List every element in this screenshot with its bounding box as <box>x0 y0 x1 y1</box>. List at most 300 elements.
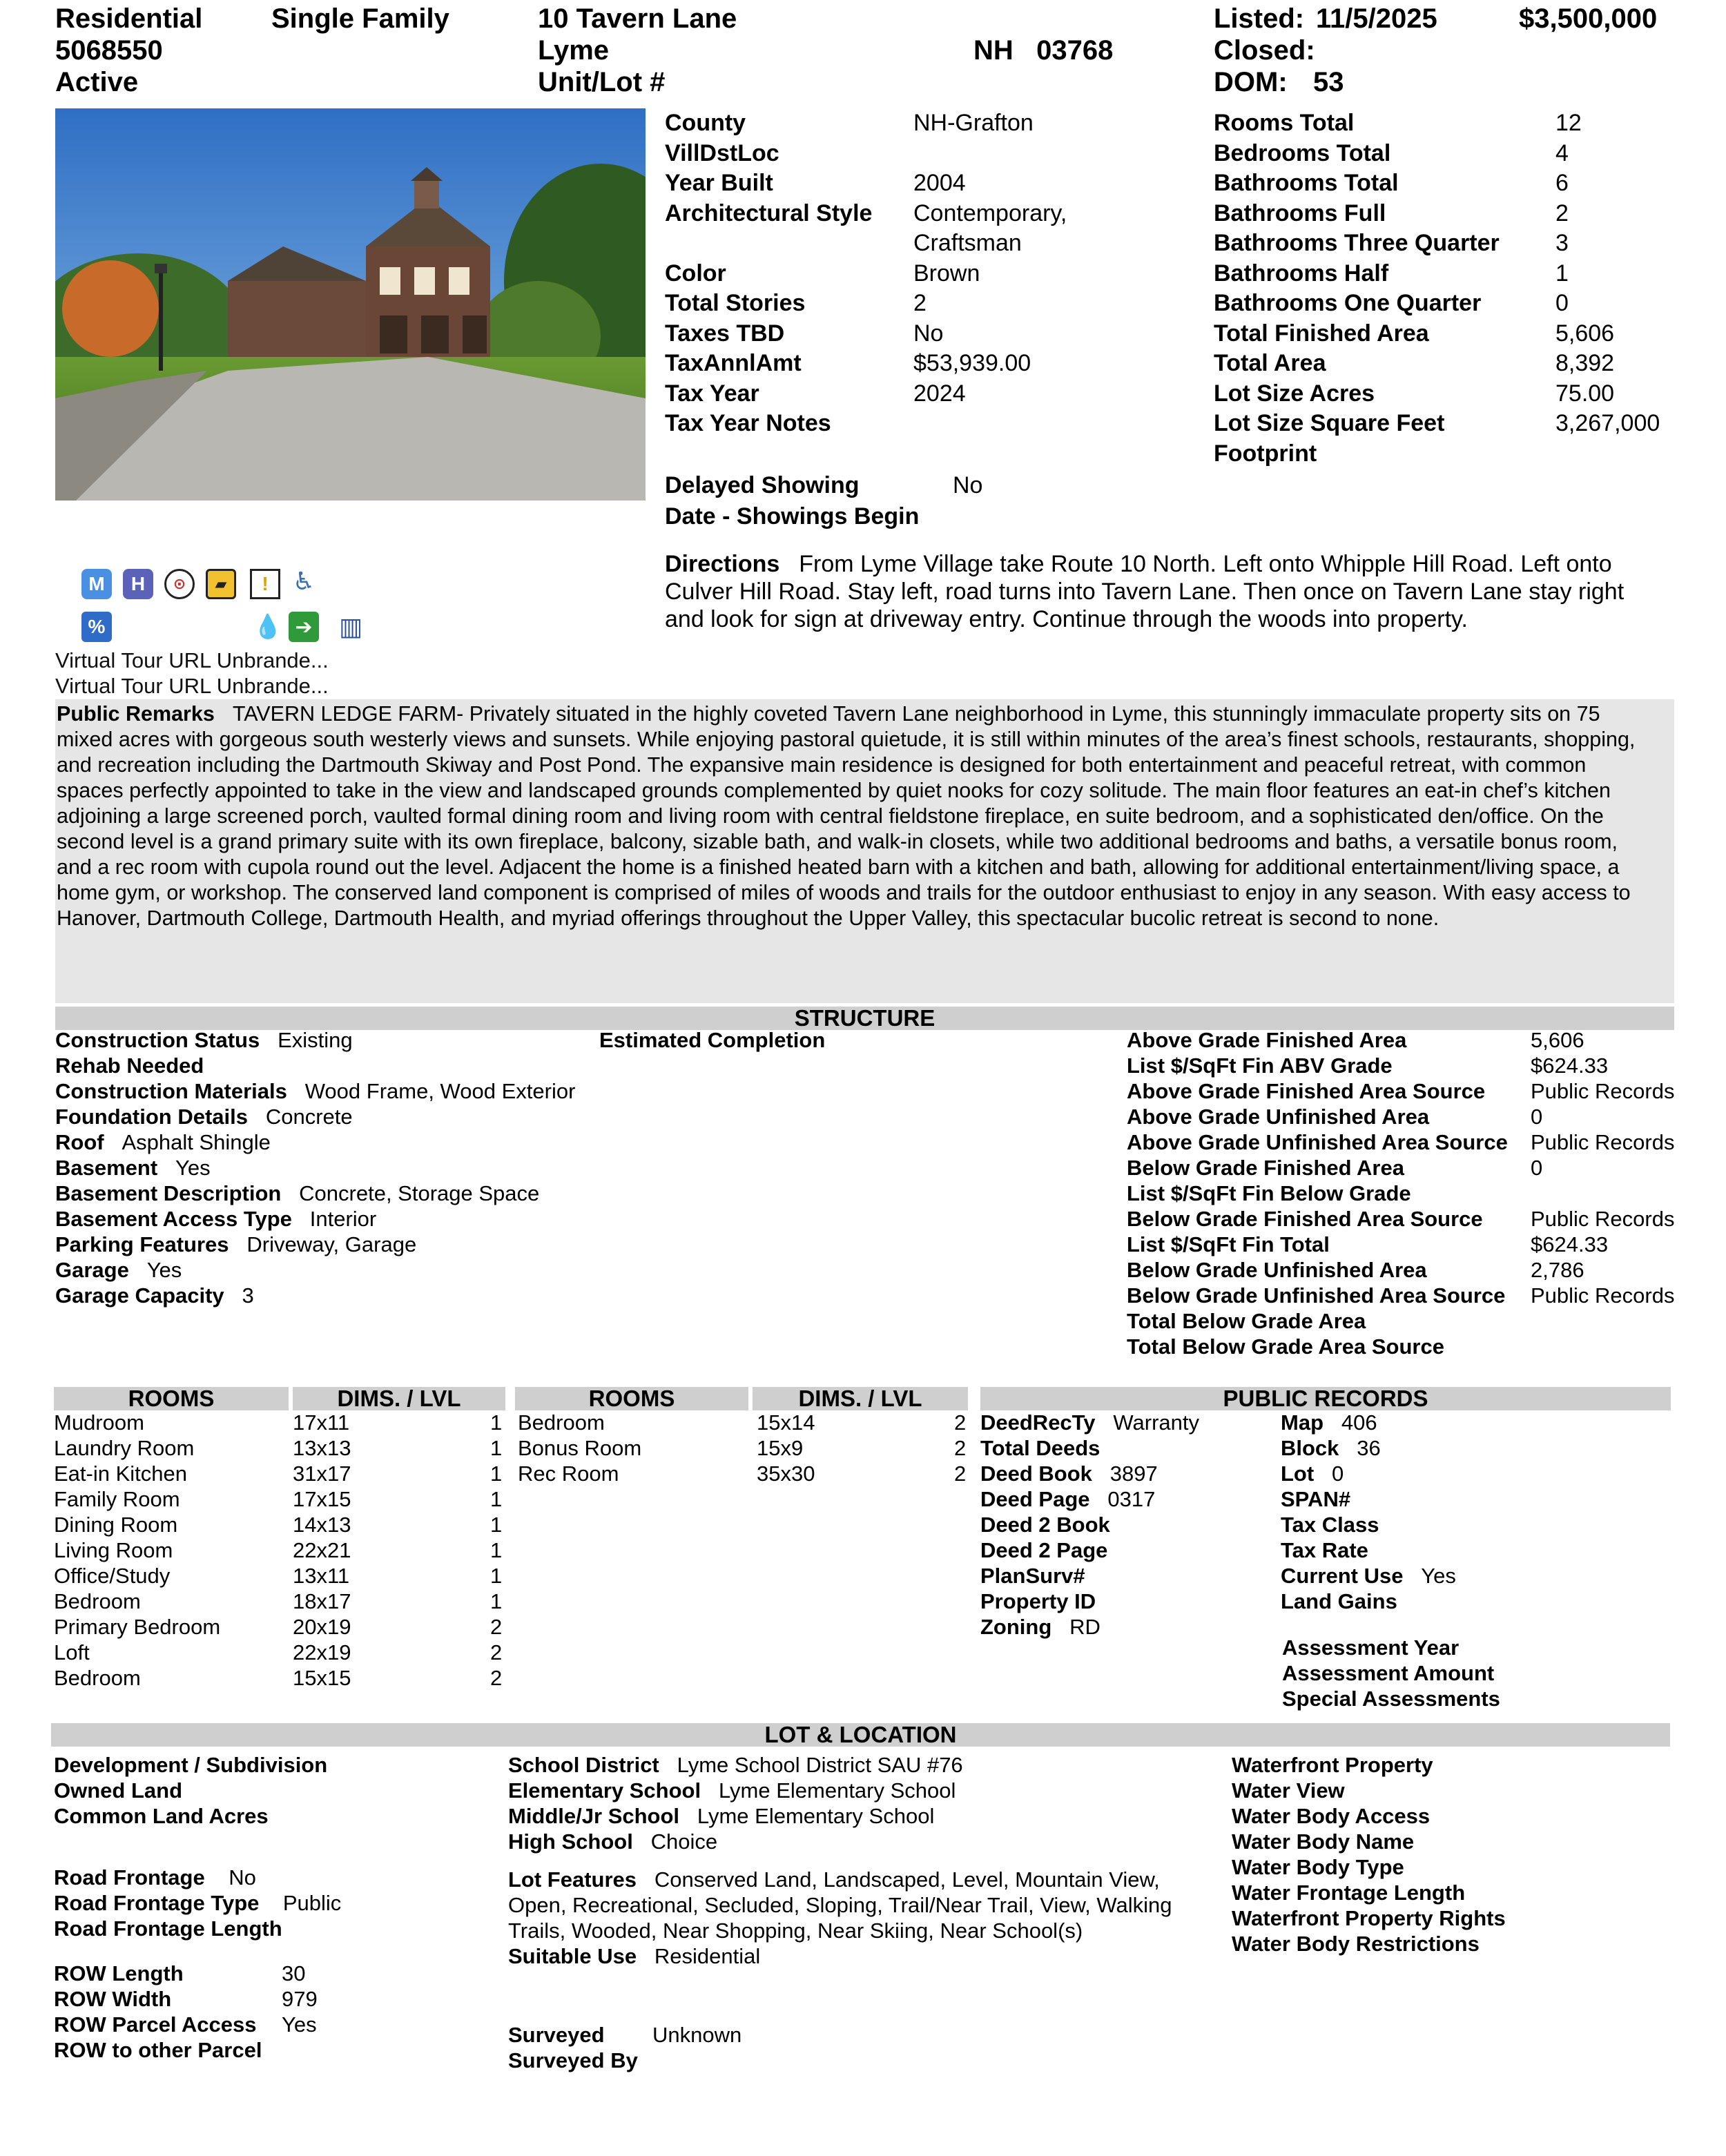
room-level: 1 <box>490 1538 503 1562</box>
room-name: Living Room <box>54 1538 173 1562</box>
detail-value: Contemporary, <box>913 200 1067 226</box>
structure-label: List $/SqFt Fin ABV Grade <box>1127 1053 1393 1078</box>
detail-label: Bathrooms Total <box>1214 170 1399 196</box>
detail-row <box>1214 409 1697 439</box>
detail-row <box>665 349 1190 379</box>
public-records-assessment <box>1282 1635 1500 1711</box>
property-photo-illustration <box>55 108 646 501</box>
detail-label: Bathrooms Full <box>1214 200 1386 226</box>
detail-label: Architectural Style <box>665 200 873 226</box>
room-name: Rec Room <box>518 1461 619 1486</box>
rooms-header-right: ROOMS <box>515 1387 748 1410</box>
room-row <box>54 1486 510 1512</box>
structure-value: 0 <box>1531 1105 1543 1129</box>
unit-lot: Unit/Lot # <box>538 67 666 97</box>
showings-begin-label: Date - Showings Begin <box>665 503 920 530</box>
structure-value: Public Records <box>1531 1207 1675 1231</box>
mls-m-icon[interactable]: M <box>81 569 112 599</box>
room-row <box>54 1665 510 1691</box>
lot-value: Choice <box>650 1829 718 1854</box>
detail-value: NH-Grafton <box>913 110 1034 136</box>
detail-row <box>1214 139 1697 169</box>
detail-value: 0 <box>1555 290 1569 316</box>
remarks-line: and a rec room with cupola round out the level. Adjacent the home is a finished heated barn with a kitchen and bath, allowing for additional entertainment/living space, a <box>57 855 1620 879</box>
room-dims: 15x14 <box>757 1410 815 1435</box>
detail-value: Brown <box>913 260 980 287</box>
lot-schools <box>508 1752 963 1854</box>
remarks-line: TAVERN LEDGE FARM- Privately situated in the highly coveted Tavern Lane neighborhood in Lyme, this stunningly immaculate property sits on 75 <box>232 702 1600 726</box>
structure-label: Above Grade Finished Area <box>1127 1028 1407 1052</box>
record-label: Deed 2 Book <box>980 1513 1110 1537</box>
remarks-line: mixed acres with gorgeous south westerly views and sunsets. While enjoying pastoral quietude, it is still within minutes of the area’s finest schools, restaurants, shopping, <box>57 728 1636 751</box>
record-label: Deed Page <box>980 1487 1090 1511</box>
record-value: 36 <box>1357 1436 1381 1460</box>
enter-arrow-icon[interactable]: ➔ <box>289 612 319 642</box>
lot-label: Road Frontage Length <box>54 1916 282 1941</box>
lot-features-line: Trails, Wooded, Near Shopping, Near Skiing, Near School(s) <box>508 1919 1083 1943</box>
detail-label: County <box>665 110 746 136</box>
room-level: 1 <box>490 1436 503 1460</box>
lot-left-group-1 <box>54 1752 345 1829</box>
room-row <box>54 1563 510 1589</box>
structure-value: $624.33 <box>1531 1232 1609 1256</box>
lot-label: ROW Length <box>54 1961 184 1985</box>
rooms-table-right <box>518 1410 973 1486</box>
room-name: Bonus Room <box>518 1436 642 1460</box>
lot-label: Road Frontage <box>54 1865 205 1890</box>
room-dims: 17x15 <box>293 1487 351 1511</box>
lot-label: Development / Subdivision <box>54 1753 328 1777</box>
record-label: Tax Class <box>1281 1513 1379 1537</box>
room-row <box>54 1461 510 1486</box>
detail-label: Bathrooms Three Quarter <box>1214 230 1500 256</box>
delayed-showing-value: No <box>953 472 983 498</box>
warning-icon[interactable]: ! <box>250 569 280 599</box>
detail-value: 4 <box>1555 139 1569 166</box>
record-label: Current Use <box>1281 1564 1404 1588</box>
record-label: SPAN# <box>1281 1487 1351 1511</box>
lot-surveyed <box>508 2022 853 2073</box>
assessment-amount-label: Assessment Amount <box>1282 1661 1495 1685</box>
remarks-line: second level is a grand primary suite with its own fireplace, balcony, sizable bath, and walk-in closets, while two additional bedrooms and baths, a versatile bonus room, <box>57 830 1618 853</box>
lot-left-group-2 <box>54 1865 341 1941</box>
structure-left <box>55 1027 575 1308</box>
suitable-use-label: Suitable Use <box>508 1944 637 1968</box>
room-row <box>518 1410 973 1435</box>
structure-section-header: STRUCTURE <box>55 1007 1674 1030</box>
accessibility-icon[interactable]: ♿ <box>292 567 316 595</box>
sign-icon[interactable]: ▰ <box>206 569 236 599</box>
lot-label: Middle/Jr School <box>508 1804 680 1828</box>
detail-row <box>1214 349 1697 379</box>
record-label: PlanSurv# <box>980 1564 1085 1588</box>
record-label: Map <box>1281 1410 1323 1435</box>
directions-label: Directions <box>665 551 780 577</box>
detail-row <box>665 319 1190 349</box>
room-row <box>54 1614 510 1640</box>
lot-waterfront <box>1232 1752 1506 1956</box>
waterfront-label: Water Frontage Length <box>1232 1881 1466 1905</box>
structure-label: Garage <box>55 1258 129 1282</box>
detail-row <box>1214 199 1697 229</box>
room-row <box>54 1512 510 1537</box>
remarks-line: Hanover, Dartmouth College, Dartmouth Health, and myriad offerings throughout the Upper Valley, this spectacular bucolic retreat is second to none. <box>57 906 1439 930</box>
property-address: 10 Tavern Lane <box>538 3 737 34</box>
detail-label: Total Stories <box>665 290 806 316</box>
structure-label: Basement Access Type <box>55 1207 292 1231</box>
room-name: Primary Bedroom <box>54 1615 221 1639</box>
room-dims: 14x13 <box>293 1513 351 1537</box>
detail-row <box>665 409 1190 439</box>
structure-label: Above Grade Unfinished Area <box>1127 1105 1430 1129</box>
waterfront-label: Waterfront Property Rights <box>1232 1906 1506 1930</box>
room-name: Eat-in Kitchen <box>54 1461 187 1486</box>
structure-label: Basement <box>55 1156 158 1180</box>
room-level: 1 <box>490 1513 503 1537</box>
structure-right <box>1127 1027 1679 1359</box>
remarks-line: adjoining a large screened porch, vaulted formal dining room and living room with central fieldstone fireplace, en suite bedroom, and a sophisticated den/office. On the <box>57 804 1604 828</box>
public-remarks-label: Public Remarks <box>57 702 215 726</box>
record-value: 0317 <box>1107 1487 1156 1511</box>
room-name: Mudroom <box>54 1410 144 1435</box>
structure-label: Below Grade Unfinished Area <box>1127 1258 1427 1282</box>
detail-row <box>665 168 1190 199</box>
structure-value: $624.33 <box>1531 1053 1609 1078</box>
directions <box>665 550 1673 633</box>
detail-label: Rooms Total <box>1214 110 1355 136</box>
structure-value: Public Records <box>1531 1283 1675 1308</box>
lot-value: Lyme Elementary School <box>718 1778 956 1803</box>
record-label: Deed 2 Page <box>980 1538 1108 1562</box>
lot-features-line: Conserved Land, Landscaped, Level, Mountain View, <box>654 1867 1160 1892</box>
detail-row <box>1214 319 1697 349</box>
room-level: 1 <box>490 1487 503 1511</box>
surveyed-by-label: Surveyed By <box>508 2048 638 2072</box>
estimated-completion-label: Estimated Completion <box>599 1028 826 1052</box>
lot-value: Lyme School District SAU #76 <box>677 1753 963 1777</box>
room-level: 2 <box>954 1461 967 1486</box>
room-name: Bedroom <box>54 1666 141 1690</box>
surveyed-label: Surveyed <box>508 2023 605 2047</box>
room-level: 2 <box>490 1615 503 1639</box>
structure-value: Interior <box>309 1207 377 1231</box>
lot-label: ROW to other Parcel <box>54 2038 262 2062</box>
detail-row <box>1214 289 1697 319</box>
detail-row <box>1214 379 1697 409</box>
record-label: DeedRecTy <box>980 1410 1096 1435</box>
structure-value: Public Records <box>1531 1079 1675 1103</box>
record-label: Deed Book <box>980 1461 1092 1486</box>
lot-label: Elementary School <box>508 1778 701 1803</box>
room-name: Office/Study <box>54 1564 171 1588</box>
room-dims: 31x17 <box>293 1461 351 1486</box>
lot-value: 979 <box>282 1987 318 2011</box>
waterfront-label: Water Body Access <box>1232 1804 1431 1828</box>
detail-value: 5,606 <box>1555 320 1615 347</box>
detail-label: Tax Year <box>665 380 759 407</box>
detail-value: 3 <box>1555 230 1569 256</box>
color-wheel-icon[interactable]: ⊙ <box>164 569 195 599</box>
directions-line: and look for sign at driveway entry. Continue through the woods into property. <box>665 606 1468 632</box>
structure-label: List $/SqFt Fin Total <box>1127 1232 1330 1256</box>
detail-row <box>665 259 1190 289</box>
suitable-use-value: Residential <box>654 1944 761 1968</box>
directions-line: Culver Hill Road. Stay left, road turns into Tavern Lane. Then once on Tavern Lane stay right <box>665 579 1625 605</box>
assessment-year-label: Assessment Year <box>1282 1635 1460 1660</box>
lot-label: School District <box>508 1753 659 1777</box>
lot-features <box>508 1867 1172 1969</box>
room-dims: 15x15 <box>293 1666 351 1690</box>
lot-label: Road Frontage Type <box>54 1891 260 1915</box>
detail-value: 8,392 <box>1555 350 1615 376</box>
record-label: Land Gains <box>1281 1589 1397 1613</box>
detail-row <box>665 108 1190 139</box>
room-dims: 35x30 <box>757 1461 815 1486</box>
detail-value: $53,939.00 <box>913 350 1031 376</box>
room-row <box>54 1410 510 1435</box>
detail-value: 2 <box>1555 200 1569 226</box>
water-drop-icon[interactable]: 💧 <box>253 614 283 640</box>
room-name: Loft <box>54 1640 90 1664</box>
property-type: Residential <box>55 3 203 34</box>
structure-label: Basement Description <box>55 1181 282 1205</box>
lot-label: Common Land Acres <box>54 1804 269 1828</box>
room-row <box>54 1640 510 1665</box>
percent-tag-icon[interactable]: % <box>81 612 112 642</box>
listed-label: Listed: <box>1214 3 1305 34</box>
structure-label: Garage Capacity <box>55 1283 224 1308</box>
structure-value: Existing <box>278 1028 353 1052</box>
property-photo[interactable] <box>55 108 646 501</box>
dims-header-left: DIMS. / LVL <box>293 1387 505 1410</box>
detail-value: 12 <box>1555 110 1582 136</box>
room-dims: 22x19 <box>293 1640 351 1664</box>
dom-label: DOM: <box>1214 67 1288 97</box>
lot-label: Owned Land <box>54 1778 182 1803</box>
record-label: Block <box>1281 1436 1339 1460</box>
waterfront-label: Water Body Name <box>1232 1829 1415 1854</box>
room-level: 1 <box>490 1564 503 1588</box>
record-label: Tax Rate <box>1281 1538 1368 1562</box>
structure-label: Roof <box>55 1130 104 1154</box>
record-label: Zoning <box>980 1615 1052 1639</box>
lot-value: No <box>229 1865 256 1890</box>
rooms-table-left <box>54 1410 510 1691</box>
room-dims: 15x9 <box>757 1436 804 1460</box>
lot-value: Public <box>282 1891 342 1915</box>
structure-value: 3 <box>242 1283 254 1308</box>
details-mid <box>665 108 1190 439</box>
lot-features-label: Lot Features <box>508 1867 637 1892</box>
detail-row <box>665 229 1190 259</box>
structure-label: Total Below Grade Area <box>1127 1309 1366 1333</box>
detail-row <box>1214 439 1697 469</box>
lot-label: High School <box>508 1829 633 1854</box>
virtual-tour-link-1[interactable]: Virtual Tour URL Unbrande... <box>55 648 329 672</box>
room-name: Bedroom <box>518 1410 605 1435</box>
room-name: Dining Room <box>54 1513 178 1537</box>
bar-chart-icon[interactable]: ▥ <box>338 612 362 641</box>
room-name: Bedroom <box>54 1589 141 1613</box>
structure-label: List $/SqFt Fin Below Grade <box>1127 1181 1411 1205</box>
detail-label: Footprint <box>1214 440 1317 467</box>
room-row <box>54 1435 510 1461</box>
detail-value: 2004 <box>913 170 966 196</box>
room-level: 1 <box>490 1461 503 1486</box>
dims-header-right: DIMS. / LVL <box>753 1387 968 1410</box>
structure-value: Driveway, Garage <box>246 1232 417 1256</box>
room-dims: 18x17 <box>293 1589 351 1613</box>
room-dims: 20x19 <box>293 1615 351 1639</box>
room-name: Laundry Room <box>54 1436 195 1460</box>
waterfront-label: Water View <box>1232 1778 1345 1803</box>
room-level: 2 <box>490 1640 503 1664</box>
hud-h-icon[interactable]: H <box>123 569 153 599</box>
lot-label: ROW Width <box>54 1987 172 2011</box>
structure-value: 2,786 <box>1531 1258 1584 1282</box>
room-level: 2 <box>490 1666 503 1690</box>
public-records-header: PUBLIC RECORDS <box>980 1387 1671 1410</box>
structure-label: Above Grade Finished Area Source <box>1127 1079 1486 1103</box>
detail-label: Total Area <box>1214 350 1326 376</box>
details-right <box>1214 108 1697 469</box>
structure-label: Total Below Grade Area Source <box>1127 1334 1444 1359</box>
record-label: Total Deeds <box>980 1436 1100 1460</box>
detail-label: Lot Size Square Feet <box>1214 410 1445 436</box>
listed-date: 11/5/2025 <box>1316 3 1437 34</box>
detail-value: 6 <box>1555 170 1569 196</box>
room-name: Family Room <box>54 1487 180 1511</box>
structure-value: Concrete <box>265 1105 353 1129</box>
remarks-line: home gym, or workshop. The conserved land component is comprised of miles of woods and trails for the outdoor enthusiast to enjoy in any season. With easy access to <box>57 881 1631 904</box>
list-price: $3,500,000 <box>1519 3 1658 34</box>
structure-label: Construction Status <box>55 1028 260 1052</box>
waterfront-label: Waterfront Property <box>1232 1753 1433 1777</box>
detail-label: Color <box>665 260 726 287</box>
detail-value: 2024 <box>913 380 966 407</box>
lot-location-header: LOT & LOCATION <box>51 1723 1670 1747</box>
structure-label: Foundation Details <box>55 1105 248 1129</box>
structure-label: Below Grade Unfinished Area Source <box>1127 1283 1506 1308</box>
room-dims: 17x11 <box>293 1410 350 1435</box>
room-row <box>518 1435 973 1461</box>
structure-label: Parking Features <box>55 1232 229 1256</box>
public-records-left <box>980 1410 1199 1640</box>
detail-row <box>665 199 1190 229</box>
property-style: Single Family <box>271 3 449 34</box>
state-zip: NH 03768 <box>973 35 1114 66</box>
remarks-line: and recreation including the Dartmouth Skiway and Post Pond. The expansive main residence is designed for both entertainment and peaceful retreat, with common <box>57 753 1587 777</box>
detail-label: VillDstLoc <box>665 139 779 166</box>
structure-label: Below Grade Finished Area Source <box>1127 1207 1483 1231</box>
structure-value: Asphalt Shingle <box>122 1130 271 1154</box>
lot-left-group-3 <box>54 1961 344 2063</box>
detail-value: 3,267,000 <box>1555 410 1660 436</box>
detail-value: 2 <box>913 290 927 316</box>
structure-label: Rehab Needed <box>55 1053 204 1078</box>
detail-label: Total Finished Area <box>1214 320 1429 347</box>
structure-value: Public Records <box>1531 1130 1675 1154</box>
detail-row <box>665 139 1190 169</box>
record-label: Lot <box>1281 1461 1315 1486</box>
property-town: Lyme <box>538 35 610 66</box>
directions-line: From Lyme Village take Route 10 North. Left onto Whipple Hill Road. Left onto <box>799 551 1612 577</box>
record-value: 406 <box>1341 1410 1377 1435</box>
record-value: 0 <box>1332 1461 1344 1486</box>
public-records-right <box>1281 1410 1456 1614</box>
detail-row <box>665 379 1190 409</box>
room-level: 2 <box>954 1410 967 1435</box>
structure-value: Yes <box>175 1156 211 1180</box>
detail-value: Craftsman <box>913 230 1022 256</box>
dom-value: 53 <box>1313 67 1344 97</box>
detail-value: 1 <box>1555 260 1569 287</box>
room-level: 1 <box>490 1589 503 1613</box>
lot-value: Lyme Elementary School <box>697 1804 935 1828</box>
room-dims: 13x11 <box>293 1564 350 1588</box>
lot-features-line: Open, Recreational, Secluded, Sloping, Trail/Near Trail, View, Walking <box>508 1893 1172 1917</box>
closed-label: Closed: <box>1214 35 1315 66</box>
rooms-header-left: ROOMS <box>54 1387 289 1410</box>
record-label: Property ID <box>980 1589 1096 1613</box>
detail-label: TaxAnnlAmt <box>665 350 802 376</box>
record-value: Warranty <box>1113 1410 1199 1435</box>
room-level: 2 <box>954 1436 967 1460</box>
waterfront-label: Water Body Type <box>1232 1855 1404 1879</box>
detail-label: Bathrooms One Quarter <box>1214 290 1482 316</box>
structure-value: Concrete, Storage Space <box>299 1181 540 1205</box>
special-assessments-label: Special Assessments <box>1282 1687 1500 1711</box>
structure-label: Below Grade Finished Area <box>1127 1156 1404 1180</box>
surveyed-value: Unknown <box>652 2023 742 2047</box>
remarks-line: spaces perfectly appointed to take in the view and landscaped grounds complemented by quiet nooks for cozy solitude. The main floor features an eat-in chef’s kitchen <box>57 779 1611 802</box>
detail-label: Tax Year Notes <box>665 410 831 436</box>
record-value: 3897 <box>1109 1461 1158 1486</box>
room-dims: 13x13 <box>293 1436 351 1460</box>
structure-label: Above Grade Unfinished Area Source <box>1127 1130 1508 1154</box>
structure-value: Wood Frame, Wood Exterior <box>304 1079 576 1103</box>
room-row <box>54 1537 510 1563</box>
detail-label: Bathrooms Half <box>1214 260 1389 287</box>
detail-label: Year Built <box>665 170 773 196</box>
structure-label: Construction Materials <box>55 1079 287 1103</box>
detail-value: 75.00 <box>1555 380 1615 407</box>
detail-row <box>1214 108 1697 139</box>
lot-value: 30 <box>282 1961 306 1985</box>
listing-status: Active <box>55 67 139 97</box>
lot-value: Yes <box>282 2012 317 2037</box>
detail-value: No <box>913 320 944 347</box>
virtual-tour-link-2[interactable]: Virtual Tour URL Unbrande... <box>55 674 329 698</box>
detail-label: Bedrooms Total <box>1214 139 1391 166</box>
detail-row <box>1214 168 1697 199</box>
record-value: RD <box>1069 1615 1100 1639</box>
room-level: 1 <box>490 1410 503 1435</box>
lot-label: ROW Parcel Access <box>54 2012 257 2037</box>
public-remarks <box>57 701 1669 931</box>
waterfront-label: Water Body Restrictions <box>1232 1932 1480 1956</box>
mls-number: 5068550 <box>55 35 163 66</box>
room-dims: 22x21 <box>293 1538 351 1562</box>
detail-row <box>1214 259 1697 289</box>
structure-value: 5,606 <box>1531 1028 1584 1052</box>
structure-value: Yes <box>146 1258 182 1282</box>
delayed-showing-label: Delayed Showing <box>665 472 860 498</box>
record-value: Yes <box>1421 1564 1456 1588</box>
detail-row <box>665 289 1190 319</box>
detail-label: Taxes TBD <box>665 320 785 347</box>
room-row <box>54 1589 510 1614</box>
